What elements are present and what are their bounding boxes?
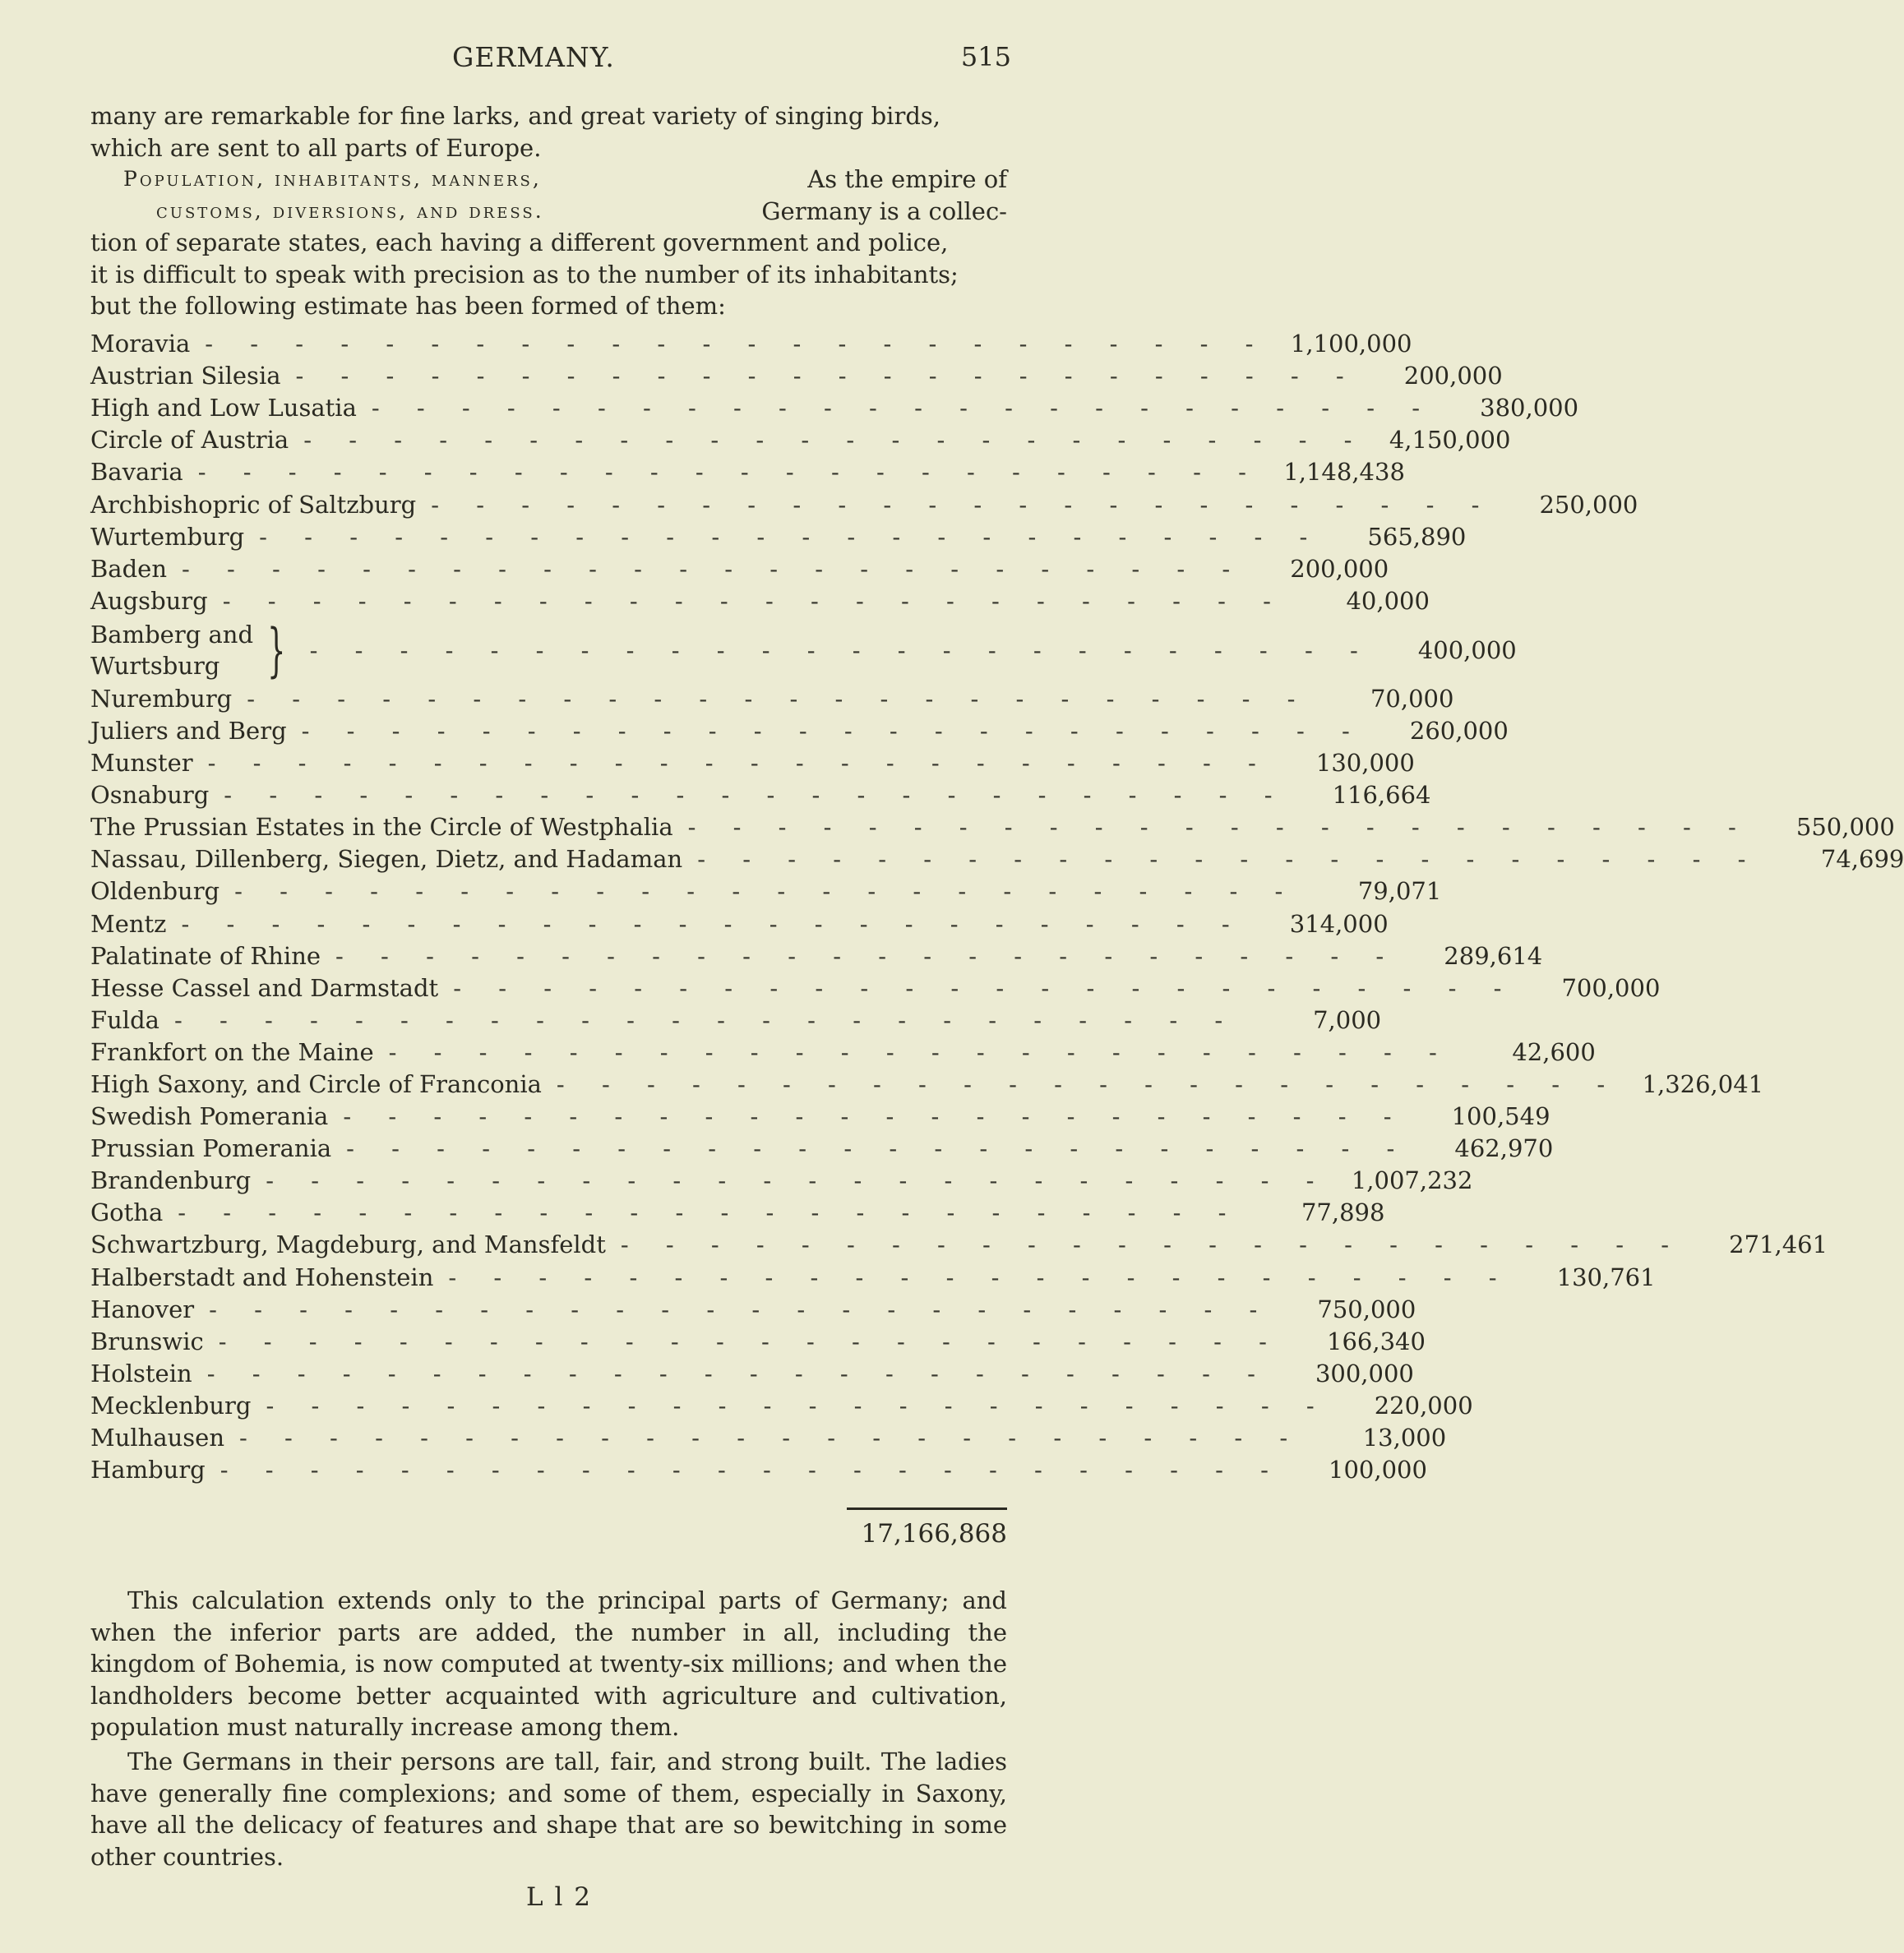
region-name: Bavaria — [90, 458, 183, 487]
dot-leader: - - - - - - - - - - - - - - - - - - - - - - - - — [224, 781, 1287, 810]
dot-leader: - - - - - - - - - - - - - - - - - - - - - - - - — [388, 1037, 1452, 1066]
region-name: Nassau, Dillenberg, Siegen, Dietz, and Hadaman — [90, 845, 683, 874]
dot-leader: - - - - - - - - - - - - - - - - - - - - - - - - — [234, 877, 1298, 906]
intro-line: tion of separate states, each having a different government and police, — [90, 229, 949, 256]
table-row — [90, 843, 1904, 875]
brace-mark: } — [267, 616, 286, 684]
region-name: The Prussian Estates in the Circle of Westphalia — [90, 813, 673, 842]
population-value: 220,000 — [1374, 1391, 1473, 1420]
table-row — [90, 521, 1467, 553]
table-row — [90, 1197, 1385, 1229]
population-value: 100,000 — [1329, 1456, 1427, 1484]
table-row — [90, 908, 1389, 940]
population-value: 130,000 — [1315, 749, 1415, 778]
region-name: Munster — [90, 749, 193, 778]
table-row — [90, 715, 1509, 747]
table-row — [90, 488, 1638, 520]
table-row — [90, 424, 1511, 456]
intro-text: As the empire of — [807, 165, 1007, 193]
population-value: 74,699 — [1820, 845, 1904, 874]
dot-leader: - - - - - - - - - - - - - - - - - - - - - - - - — [173, 1005, 1238, 1034]
dot-leader: - - - - - - - - - - - - - - - - - - - - - - - - — [207, 749, 1271, 778]
dot-leader: - - - - - - - - - - - - - - - - - - - - - - - - — [181, 909, 1245, 938]
population-value: 260,000 — [1409, 716, 1509, 745]
region-name: Brandenburg — [90, 1166, 252, 1195]
population-value: 550,000 — [1795, 813, 1895, 842]
population-value: 77,898 — [1301, 1198, 1385, 1227]
table-row — [90, 1101, 1550, 1133]
region-name: Oldenburg — [90, 877, 220, 906]
region-name: Juliers and Berg — [90, 716, 287, 745]
table-row — [90, 972, 1661, 1004]
dot-leader: - - - - - - - - - - - - - - - - - - - - - - - - — [343, 1102, 1407, 1131]
dot-leader: - - - - - - - - - - - - - - - - - - - - - - - - — [697, 845, 1761, 874]
region-name: Austrian Silesia — [90, 362, 281, 390]
table-row — [90, 585, 1430, 617]
population-value: 100,549 — [1451, 1102, 1550, 1131]
dot-leader: - - - - - - - - - - - - - - - - - - - - - - - - — [239, 1424, 1303, 1452]
population-value: 750,000 — [1317, 1295, 1416, 1323]
table-row — [90, 1422, 1447, 1454]
population-value: 300,000 — [1315, 1359, 1414, 1387]
paragraph-calculation: This calculation extends only to the principal parts of Germany; and when the inferior parts are added, the number in all, including the kingdom of Bohemia, is now computed at twenty-six millions; and when the landholders become better acquainted with agriculture and cultivation, population must naturally increase among them. — [90, 1586, 1007, 1741]
population-value: 1,148,438 — [1283, 458, 1405, 487]
region-name: Nuremburg — [90, 684, 233, 713]
region-name: Hanover — [90, 1295, 195, 1323]
population-value: 116,664 — [1332, 781, 1431, 810]
table-row — [90, 811, 1895, 843]
table-row — [90, 1069, 1764, 1101]
paragraph-germans: The Germans in their persons are tall, fair, and strong built. The ladies have generally fine complexions; and some of them, especially in Saxony, have all the delicacy of features and shape that are so bewitching in some other countries. — [90, 1748, 1007, 1871]
population-value: 7,000 — [1313, 1005, 1382, 1034]
dot-leader: - - - - - - - - - - - - - - - - - - - - - - - - — [247, 684, 1310, 713]
region-name: Prussian Pomerania — [90, 1134, 332, 1163]
dot-leader: - - - - - - - - - - - - - - - - - - - - - - - - — [209, 1295, 1273, 1323]
region-name: Mulhausen — [90, 1424, 225, 1452]
region-name: Palatinate of Rhine — [90, 941, 321, 970]
table-row — [90, 940, 1543, 972]
side-head-line — [90, 164, 1007, 196]
table-row — [90, 360, 1503, 392]
dot-leader: - - - - - - - - - - - - - - - - - - - - - - - - — [303, 426, 1367, 455]
dot-leader: - - - - - - - - - - - - - - - - - - - - - - - - — [266, 1166, 1329, 1195]
population-value: 565,890 — [1367, 522, 1467, 551]
region-name: Frankfort on the Maine — [90, 1037, 374, 1066]
table-row — [90, 1262, 1656, 1294]
region-name: Circle of Austria — [90, 426, 289, 455]
intro-line: which are sent to all parts of Europe. — [90, 133, 542, 162]
page-header — [90, 41, 1011, 81]
region-name: Augsburg — [90, 586, 208, 615]
population-value: 42,600 — [1512, 1037, 1596, 1066]
table-row — [90, 1004, 1382, 1037]
table-row — [90, 553, 1389, 585]
region-name: Hesse Cassel and Darmstadt — [90, 973, 439, 1002]
signature-mark: L l 2 — [526, 1882, 592, 1912]
region-name: Hamburg — [90, 1456, 206, 1484]
population-value: 462,970 — [1454, 1134, 1554, 1163]
population-value: 1,100,000 — [1290, 330, 1412, 358]
intro-paragraph — [90, 100, 1007, 322]
side-head: Population, inhabitants, manners, — [123, 167, 542, 191]
region-name: Gotha — [90, 1198, 164, 1227]
region-name: Mentz — [90, 909, 167, 938]
dot-leader: - - - - - - - - - - - - - - - - - - - - - - - - — [301, 716, 1365, 745]
table-row — [90, 875, 1442, 907]
region-name: Moravia — [90, 330, 191, 358]
table-row — [90, 1326, 1426, 1358]
population-value: 314,000 — [1289, 909, 1389, 938]
dot-leader: - - - - - - - - - - - - - - - - - - - - - - - - — [453, 973, 1517, 1002]
running-title: GERMANY. — [452, 41, 615, 73]
region-name: Brunswic — [90, 1327, 204, 1355]
region-name: Holstein — [90, 1359, 192, 1387]
table-row — [90, 1133, 1554, 1165]
dot-leader: - - - - - - - - - - - - - - - - - - - - - - - - — [620, 1230, 1684, 1259]
population-value: 79,071 — [1357, 877, 1442, 906]
population-value: 130,761 — [1556, 1263, 1656, 1291]
population-value: 4,150,000 — [1389, 426, 1511, 455]
dot-leader: - - - - - - - - - - - - - - - - - - - - - - - - — [295, 362, 1359, 390]
side-head-line — [90, 196, 1007, 228]
population-value: 166,340 — [1327, 1327, 1426, 1355]
dot-leader: - - - - - - - - - - - - - - - - - - - - - - - - — [197, 458, 1261, 487]
population-value: 13,000 — [1362, 1424, 1447, 1452]
region-name: Wurtemburg — [90, 522, 245, 551]
dot-leader: - - - - - - - - - - - - - - - - - - - - - - - - — [346, 1134, 1410, 1163]
region-name: Halberstadt and Hohenstein — [90, 1263, 434, 1291]
dot-leader: - - - - - - - - - - - - - - - - - - - - - - - - — [206, 1359, 1270, 1387]
population-value: 200,000 — [1403, 362, 1503, 390]
population-value: 40,000 — [1346, 586, 1430, 615]
table-row — [90, 328, 1412, 360]
dot-leader: - - - - - - - - - - - - - - - - - - - - - - - - — [182, 554, 1245, 583]
region-name: Fulda — [90, 1005, 159, 1034]
table-row — [90, 1358, 1414, 1390]
table-row — [90, 1454, 1427, 1486]
dot-leader: - - - - - - - - - - - - - - - - - - - - - - - - — [178, 1198, 1241, 1227]
dot-leader: - - - - - - - - - - - - - - - - - - - - - - - - — [266, 1391, 1329, 1420]
region-name: High and Low Lusatia — [90, 394, 357, 422]
dot-leader: - - - - - - - - - - - - - - - - - - - - - - - - — [556, 1070, 1620, 1099]
dot-leader: - - - - - - - - - - - - - - - - - - - - - - - - — [335, 941, 1399, 970]
population-table — [90, 328, 1904, 1486]
region-name: Bamberg and Wurtsburg } — [90, 616, 286, 684]
total-rule — [847, 1507, 1007, 1510]
population-value: 700,000 — [1561, 973, 1661, 1002]
table-row — [90, 1390, 1473, 1422]
page-number: 515 — [960, 41, 1011, 72]
intro-text: Germany is a collec- — [761, 196, 1007, 225]
population-value: 1,326,041 — [1642, 1070, 1764, 1099]
region-name: Swedish Pomerania — [90, 1102, 329, 1131]
dot-leader: - - - - - - - - - - - - - - - - - - - - - - - - — [222, 586, 1286, 615]
region-name: High Saxony, and Circle of Franconia — [90, 1070, 542, 1099]
table-row — [90, 779, 1431, 811]
dot-leader: - - - - - - - - - - - - - - - - - - - - - - - - — [205, 330, 1269, 358]
dot-leader: - - - - - - - - - - - - - - - - - - - - - - - - — [687, 813, 1751, 842]
table-row — [90, 683, 1454, 715]
population-value: 380,000 — [1480, 394, 1579, 422]
table-row — [90, 1229, 1828, 1261]
region-name: Archbishopric of Saltzburg — [90, 490, 417, 519]
table-row — [90, 1037, 1596, 1069]
population-value: 400,000 — [1417, 635, 1517, 664]
table-row — [90, 1165, 1473, 1197]
population-value: 271,461 — [1729, 1230, 1828, 1259]
dot-leader: - - - - - - - - - - - - - - - - - - - - - - - - — [218, 1327, 1282, 1355]
region-name: Schwartzburg, Magdeburg, and Mansfeldt — [90, 1230, 606, 1259]
dot-leader: - - - - - - - - - - - - - - - - - - - - - - - - — [309, 635, 1373, 664]
intro-line: it is difficult to speak with precision as to the number of its inhabitants; — [90, 260, 959, 289]
population-value: 250,000 — [1539, 490, 1638, 519]
table-row — [90, 456, 1405, 488]
intro-line: but the following estimate has been formed of them: — [90, 292, 726, 320]
intro-line: many are remarkable for fine larks, and great variety of singing birds, — [90, 102, 940, 130]
dot-leader: - - - - - - - - - - - - - - - - - - - - - - - - — [220, 1456, 1283, 1484]
dot-leader: - - - - - - - - - - - - - - - - - - - - - - - - — [259, 522, 1323, 551]
population-value: 200,000 — [1290, 554, 1389, 583]
dot-leader: - - - - - - - - - - - - - - - - - - - - - - - - — [448, 1263, 1512, 1291]
region-name: Mecklenburg — [90, 1391, 252, 1420]
population-value: 1,007,232 — [1351, 1166, 1473, 1195]
table-row — [90, 747, 1415, 779]
population-value: 289,614 — [1444, 941, 1543, 970]
table-row — [90, 392, 1579, 424]
table-row — [90, 1294, 1416, 1326]
side-head: customs, diversions, and dress. — [156, 198, 544, 223]
table-row — [90, 616, 1517, 684]
dot-leader: - - - - - - - - - - - - - - - - - - - - - - - - — [431, 490, 1495, 519]
population-total: 17,166,868 — [861, 1519, 1007, 1549]
population-value: 70,000 — [1370, 684, 1454, 713]
region-name: Osnaburg — [90, 781, 210, 810]
dot-leader: - - - - - - - - - - - - - - - - - - - - - - - - — [371, 394, 1435, 422]
region-name: Baden — [90, 554, 168, 583]
